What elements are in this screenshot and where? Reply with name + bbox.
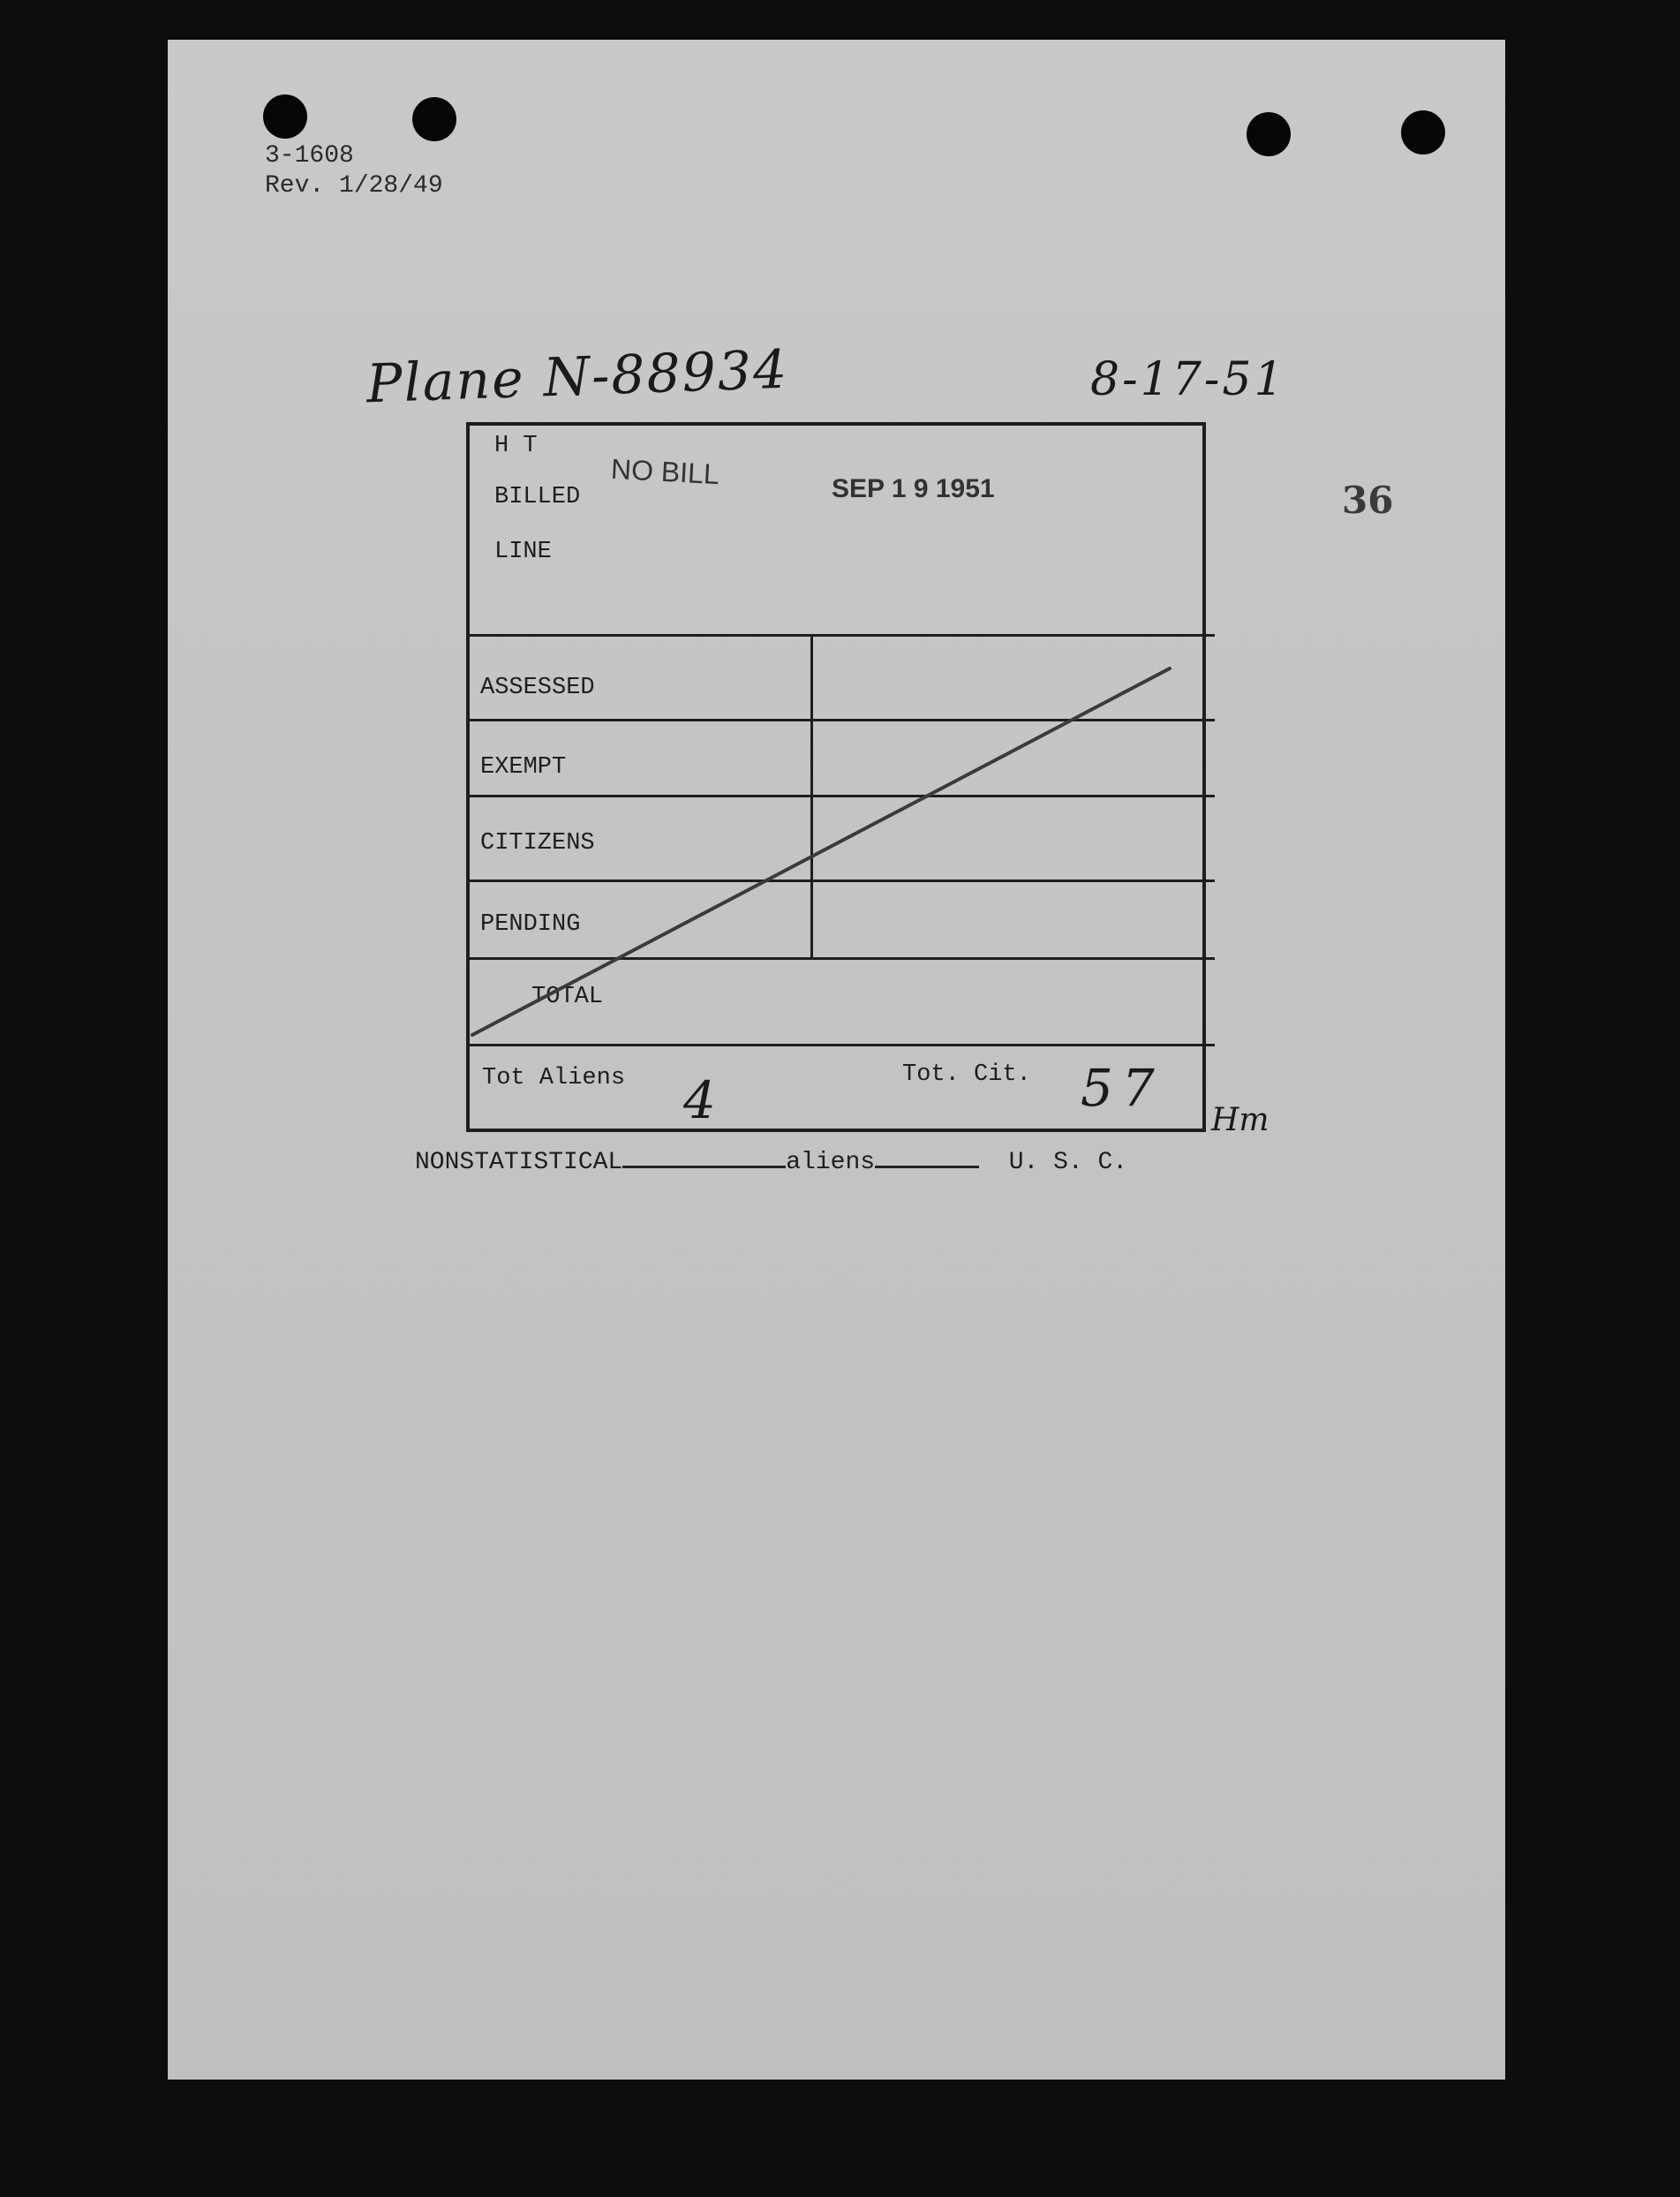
blank-line — [875, 1144, 979, 1168]
row-total: TOTAL — [531, 984, 604, 1010]
label-nonstatistical: NONSTATISTICAL — [415, 1149, 623, 1176]
handwritten-plane-number: Plane N-88934 — [365, 338, 790, 416]
form-revision: Rev. 1/28/49 — [265, 172, 443, 200]
label-tot-aliens: Tot Aliens — [482, 1065, 626, 1091]
row-citizens: CITIZENS — [480, 830, 595, 857]
label-tot-cit: Tot. Cit. — [902, 1061, 1031, 1088]
value-tot-cit: 57 — [1081, 1058, 1164, 1118]
handwritten-date: 8-17-51 — [1090, 353, 1286, 406]
value-tot-aliens: 4 — [683, 1070, 716, 1130]
form-number: 3-1608 Rev. 1/28/49 — [265, 142, 443, 200]
label-usc: U. S. C. — [1008, 1149, 1128, 1176]
handwritten-initials: Hm — [1211, 1102, 1269, 1138]
label-billed: BILLED — [494, 484, 581, 510]
page-number: 36 — [1342, 479, 1394, 522]
stamp-no-bill: NO BILL — [610, 452, 720, 491]
row-pending: PENDING — [480, 911, 581, 938]
row-assessed: ASSESSED — [480, 675, 595, 701]
nonstatistical-line — [415, 1144, 1127, 1176]
blank-line — [622, 1144, 786, 1168]
row-exempt: EXEMPT — [480, 754, 567, 781]
label-line: LINE — [494, 539, 552, 565]
label-ht: H T — [494, 433, 538, 459]
label-aliens: aliens — [786, 1149, 876, 1176]
stamp-received-date: SEP 1 9 1951 — [832, 474, 995, 503]
